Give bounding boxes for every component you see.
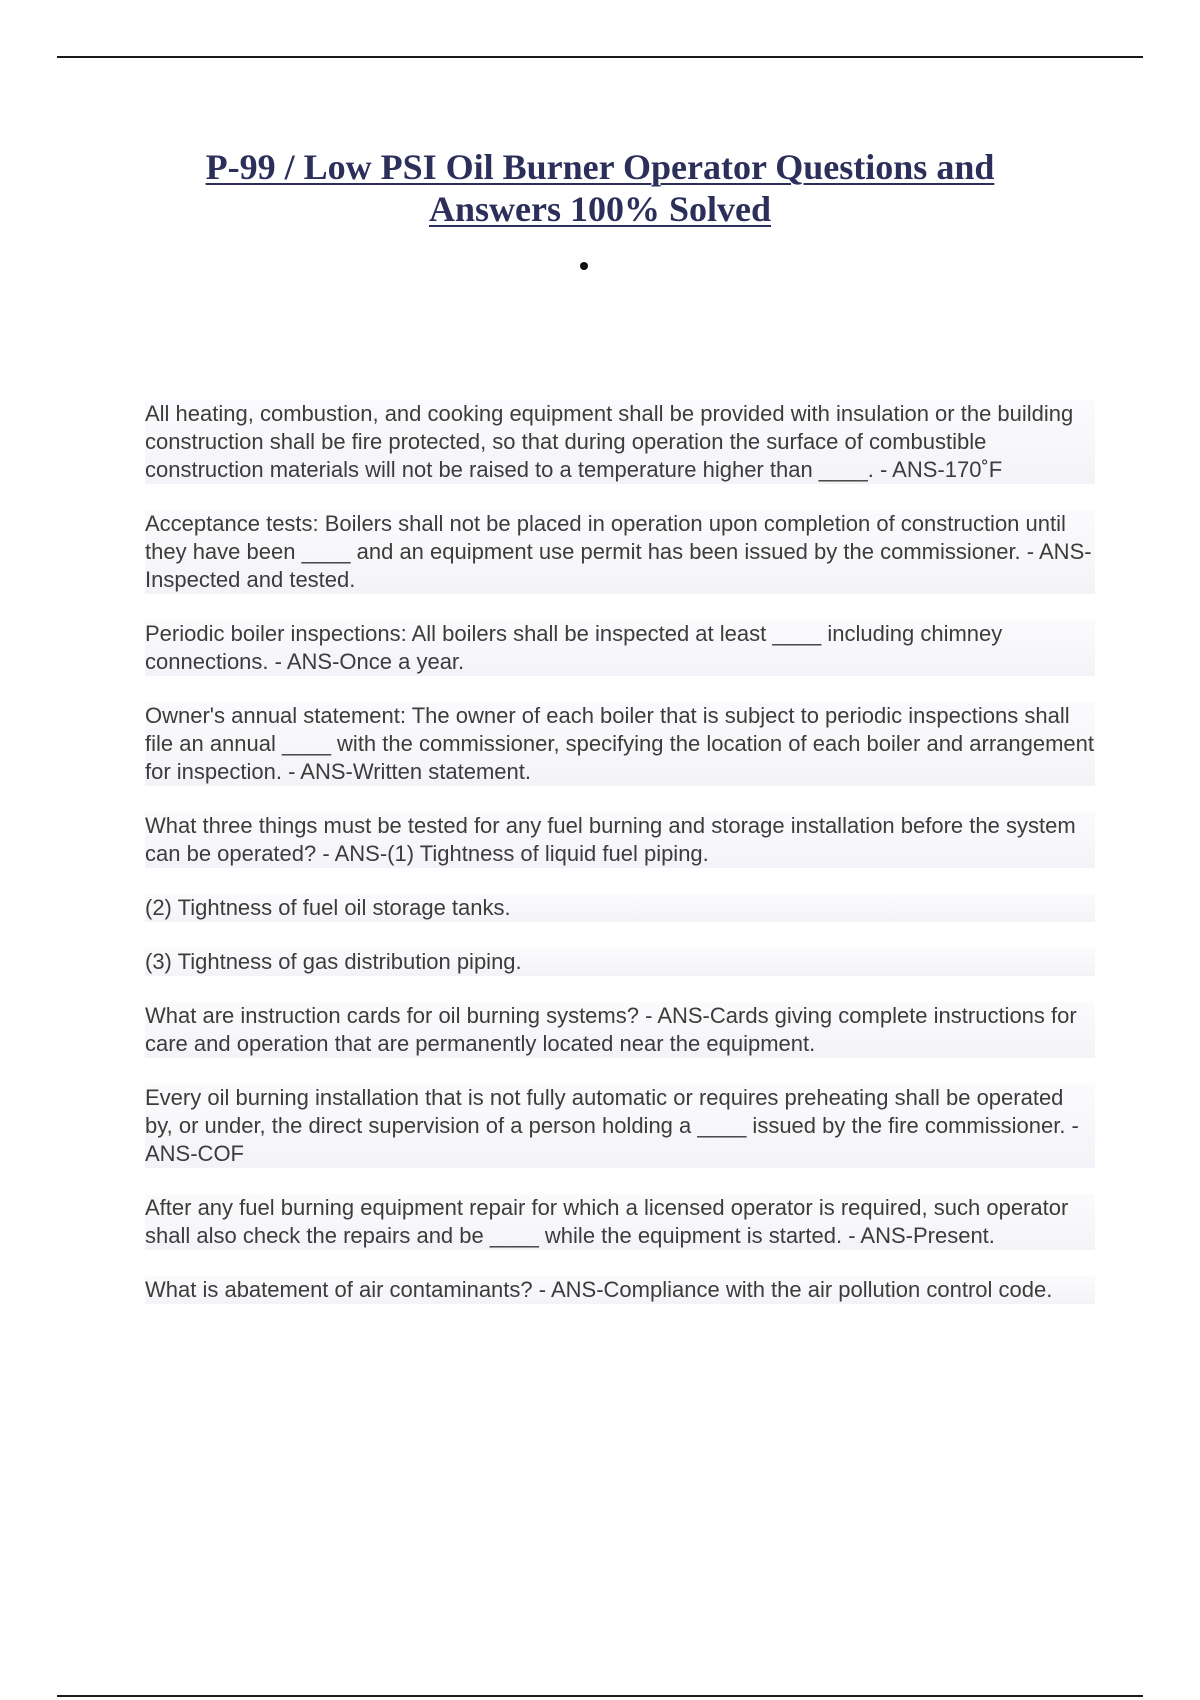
document-title: P-99 / Low PSI Oil Burner Operator Questions and Answers 100% Solved xyxy=(205,147,995,229)
qa-item-5: What three things must be tested for any fuel burning and storage installation before the system can be operated? - ANS-(1) Tightness of liquid fuel piping. xyxy=(145,812,1095,868)
bullet-dot xyxy=(580,262,588,270)
qa-item-11: What is abatement of air contaminants? - ANS-Compliance with the air pollution control code. xyxy=(145,1276,1095,1304)
qa-item-10: After any fuel burning equipment repair for which a licensed operator is required, such operator shall also check the repairs and be ____ while the equipment is started. - ANS-Present. xyxy=(145,1194,1095,1250)
qa-item-6: (2) Tightness of fuel oil storage tanks. xyxy=(145,894,1095,922)
qa-item-8: What are instruction cards for oil burning systems? - ANS-Cards giving complete instructions for care and operation that are permanently located near the equipment. xyxy=(145,1002,1095,1058)
qa-item-3: Periodic boiler inspections: All boilers shall be inspected at least ____ including chimney connections. - ANS-Once a year. xyxy=(145,620,1095,676)
qa-item-4: Owner's annual statement: The owner of each boiler that is subject to periodic inspections shall file an annual ____ with the commissioner, specifying the location of each boiler and arrangement for inspection. - ANS-Written statement. xyxy=(145,703,1095,784)
qa-item-7: (3) Tightness of gas distribution piping. xyxy=(145,948,1095,976)
qa-list xyxy=(145,400,1095,1330)
qa-item-1: All heating, combustion, and cooking equipment shall be provided with insulation or the building construction shall be fire protected, so that during operation the surface of combustible construction materials will not be raised to a temperature higher than ____. - ANS-170˚F xyxy=(145,400,1095,484)
qa-item-2: Acceptance tests: Boilers shall not be placed in operation upon completion of construction until they have been ____ and an equipment use permit has been issued by the commissioner. - ANS-Inspected and tested. xyxy=(145,510,1095,594)
qa-item-9: Every oil burning installation that is not fully automatic or requires preheating shall be operated by, or under, the direct supervision of a person holding a ____ issued by the fire commissioner. - ANS-COF xyxy=(145,1084,1095,1168)
bottom-divider xyxy=(57,1695,1143,1697)
top-divider xyxy=(57,56,1143,58)
